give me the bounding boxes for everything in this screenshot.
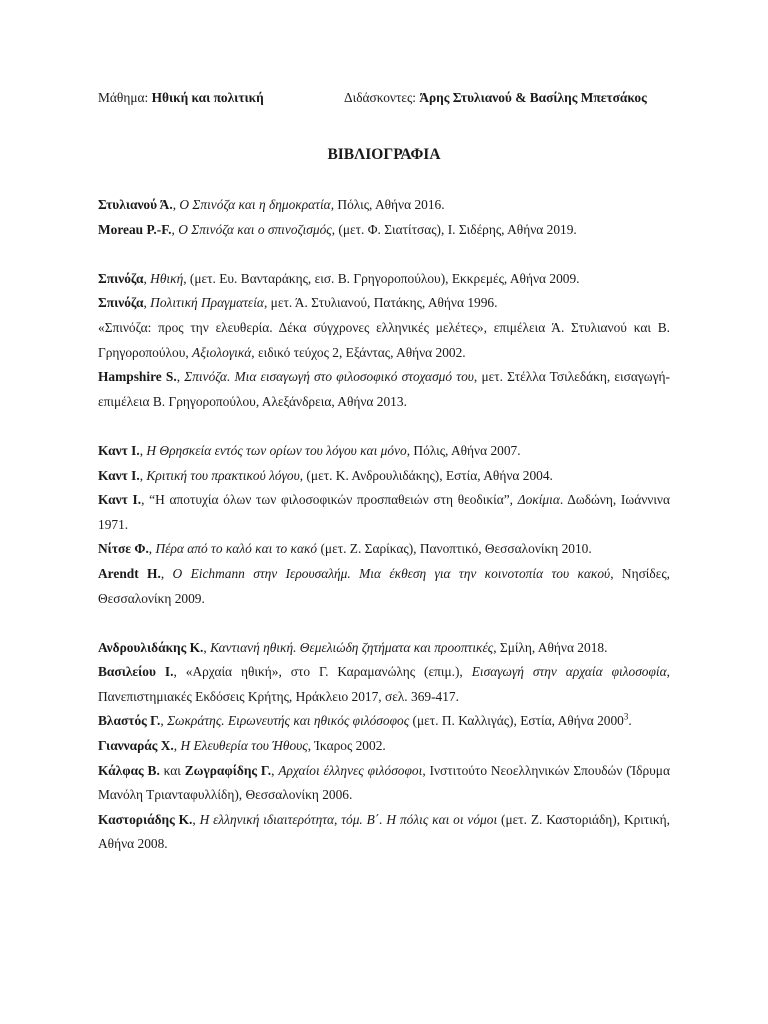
entry-publication: , μετ. Στέλλα Τσιλεδάκη, εισαγωγή-επιμέλεια Β. Γρηγοροπούλου, Αλεξάνδρεια, Αθήνα 2013. [98, 369, 670, 409]
bibliography-entry [98, 365, 670, 414]
bibliography-entry [98, 636, 670, 661]
entry-text: , “Η αποτυχία όλων των φιλοσοφικών προσπαθειών στη θεοδικία”, [141, 492, 518, 508]
entry-publication: , Ινστιτούτο Νεοελληνικών Σπουδών (Ίδρυμα Μανόλη Τριανταφυλλίδη), Θεσσαλονίκη 2006. [98, 762, 670, 803]
entry-text: , [160, 565, 173, 581]
entry-author: Βλαστός Γ. [98, 713, 161, 729]
bibliography-entry [98, 709, 670, 734]
section-gap [98, 611, 670, 636]
bibliography-entry [98, 488, 670, 537]
entry-text: , [172, 197, 180, 212]
entry-publication: , μετ. Ά. Στυλιανού, Πατάκης, Αθήνα 1996. [263, 295, 498, 311]
entry-title: Πολιτική Πραγματεία [150, 295, 264, 311]
entry-author: Γιανναράς Χ. [98, 738, 174, 754]
entry-publication: (μετ. Ζ. Σαρίκας), Πανοπτικό, Θεσσαλονίκη 2010. [317, 541, 592, 557]
teachers-label: Διδάσκοντες: [344, 90, 420, 105]
edition-superscript: 3 [623, 712, 629, 722]
course-info [98, 89, 264, 107]
entry-text: , [192, 811, 200, 827]
entry-text: , [148, 541, 156, 557]
bibliography-entry [98, 660, 670, 709]
entry-title: Η Ελευθερία του Ήθους [180, 738, 308, 754]
entry-text: , «Αρχαία ηθική», στο Γ. Καραμανώλης (επιμ.), [173, 664, 472, 680]
entry-title: Δοκίμια [517, 492, 560, 508]
course-label: Μάθημα: [98, 90, 152, 105]
bibliography-entry [98, 439, 670, 464]
entry-publication: , Σμίλη, Αθήνα 2018. [493, 639, 608, 655]
entry-text: , [143, 295, 151, 311]
bibliography-entry [98, 193, 670, 218]
entry-title: Αρχαίοι έλληνες φιλόσοφοι [278, 762, 423, 778]
entry-title: Εισαγωγή στην αρχαία φιλοσοφία [471, 664, 667, 680]
entry-title: Αξιολογικά [192, 344, 252, 360]
entry-author: Σπινόζα [98, 295, 144, 311]
entry-author: Ανδρουλιδάκης Κ. [98, 639, 204, 655]
teachers-info [344, 89, 647, 107]
bibliography-entry [98, 759, 670, 808]
bibliography-entry [98, 316, 670, 365]
entry-publication: . Δωδώνη, Ιωάννινα 1971. [98, 492, 671, 532]
entry-author: Καντ Ι. [98, 467, 140, 483]
entry-text: , [139, 442, 147, 458]
bibliography-entry [98, 464, 670, 489]
entry-title: Σωκράτης. Ειρωνευτής και ηθικός φιλόσοφος [167, 713, 410, 729]
bibliography-entry [98, 267, 670, 292]
bibliography-entry [98, 808, 670, 857]
entry-text: και [159, 762, 185, 778]
entry-publication: , Νησίδες, Θεσσαλονίκη 2009. [98, 565, 670, 606]
entry-title: Ο Eichmann στην Ιερουσαλήμ. Μια έκθεση για την κοινοτοπία του κακού [172, 565, 611, 581]
bibliography-entry [98, 291, 670, 316]
bibliography-list [98, 193, 670, 857]
entry-text: , [143, 270, 151, 286]
entry-title: Σπινόζα. Μια εισαγωγή στο φιλοσοφικό στοχασμό του [184, 369, 474, 385]
entry-text: , [176, 369, 185, 385]
entry-publication: , Ίκαρος 2002. [307, 738, 386, 754]
entry-author: Κάλφας Β. [98, 762, 160, 778]
entry-coauthor: Ζωγραφίδης Γ. [184, 762, 272, 778]
bibliography-entry [98, 562, 670, 611]
entry-author: Καντ Ι. [98, 492, 142, 508]
entry-author: Νίτσε Φ. [98, 541, 149, 557]
entry-title: Ο Σπινόζα και η δημοκρατία [179, 197, 331, 212]
section-gap [98, 414, 670, 439]
entry-title: Ηθική [150, 270, 184, 286]
entry-text-2: , [271, 762, 279, 778]
entry-publication: , (μετ. Φ. Σιατίτσας), Ι. Σιδέρης, Αθήνα 2019. [331, 221, 577, 237]
entry-text: , [160, 713, 168, 729]
bibliography-entry [98, 537, 670, 562]
entry-text: , [139, 467, 147, 483]
entry-author: Καντ Ι. [98, 442, 140, 458]
course-header [98, 89, 690, 107]
entry-author: Καστοριάδης Κ. [98, 811, 193, 827]
entry-title: Πέρα από το καλό και το κακό [155, 541, 318, 557]
page-title: ΒΙΒΛΙΟΓΡΑΦΙΑ [327, 146, 441, 163]
section-gap [98, 242, 670, 267]
entry-author: Σπινόζα [98, 270, 144, 286]
entry-title: Η Θρησκεία εντός των ορίων του λόγου και μόνο [146, 442, 407, 458]
entry-publication: (μετ. Π. Καλλιγάς), Εστία, Αθήνα 2000 [409, 713, 624, 729]
entry-publication: , Πόλις, Αθήνα 2016. [330, 197, 445, 212]
entry-author: Στυλιανού Ά. [98, 197, 173, 212]
teachers-names: Άρης Στυλιανού & Βασίλης Μπετσάκος [419, 90, 647, 105]
entry-text: , [203, 639, 211, 655]
entry-author: Moreau P.-F. [98, 221, 172, 237]
entry-author: Βασιλείου Ι. [98, 664, 174, 680]
entry-text: , [173, 738, 181, 754]
entry-publication: (μετ. Ζ. Καστοριάδη), Κριτική, Αθήνα 2008. [98, 811, 670, 852]
entry-text: , [171, 221, 179, 237]
entry-author: Hampshire S. [98, 369, 177, 385]
course-name: Ηθική και πολιτική [151, 90, 264, 105]
entry-title: Η ελληνική ιδιαιτερότητα, τόμ. Β΄. Η πόλις και οι νόμοι [199, 811, 498, 827]
entry-author: Arendt H. [98, 565, 161, 581]
entry-end: . [628, 713, 632, 729]
bibliography-entry [98, 734, 670, 759]
entry-text: «Σπινόζα: προς την ελευθερία. Δέκα σύγχρονες ελληνικές μελέτες», επιμέλεια Ά. Στυλιανού και Β. Γρηγοροπούλου, [98, 319, 670, 360]
bibliography-entry [98, 218, 670, 243]
entry-publication: , (μετ. Ευ. Βανταράκης, εισ. Β. Γρηγοροπούλου), Εκκρεμές, Αθήνα 2009. [183, 270, 580, 286]
entry-publication: , Πόλις, Αθήνα 2007. [406, 442, 521, 458]
entry-publication: , (μετ. Κ. Ανδρουλιδάκης), Εστία, Αθήνα 2004. [299, 467, 553, 483]
entry-title: Καντιανή ηθική. Θεμελιώδη ζητήματα και προοπτικές [210, 639, 494, 655]
entry-title: Ο Σπινόζα και ο σπινοζισμός [178, 221, 332, 237]
entry-publication: , Πανεπιστημιακές Εκδόσεις Κρήτης, Ηράκλειο 2017, σελ. 369-417. [98, 664, 671, 704]
entry-publication: , ειδικό τεύχος 2, Εξάντας, Αθήνα 2002. [251, 344, 466, 360]
entry-title: Κριτική του πρακτικού λόγου [146, 467, 300, 483]
